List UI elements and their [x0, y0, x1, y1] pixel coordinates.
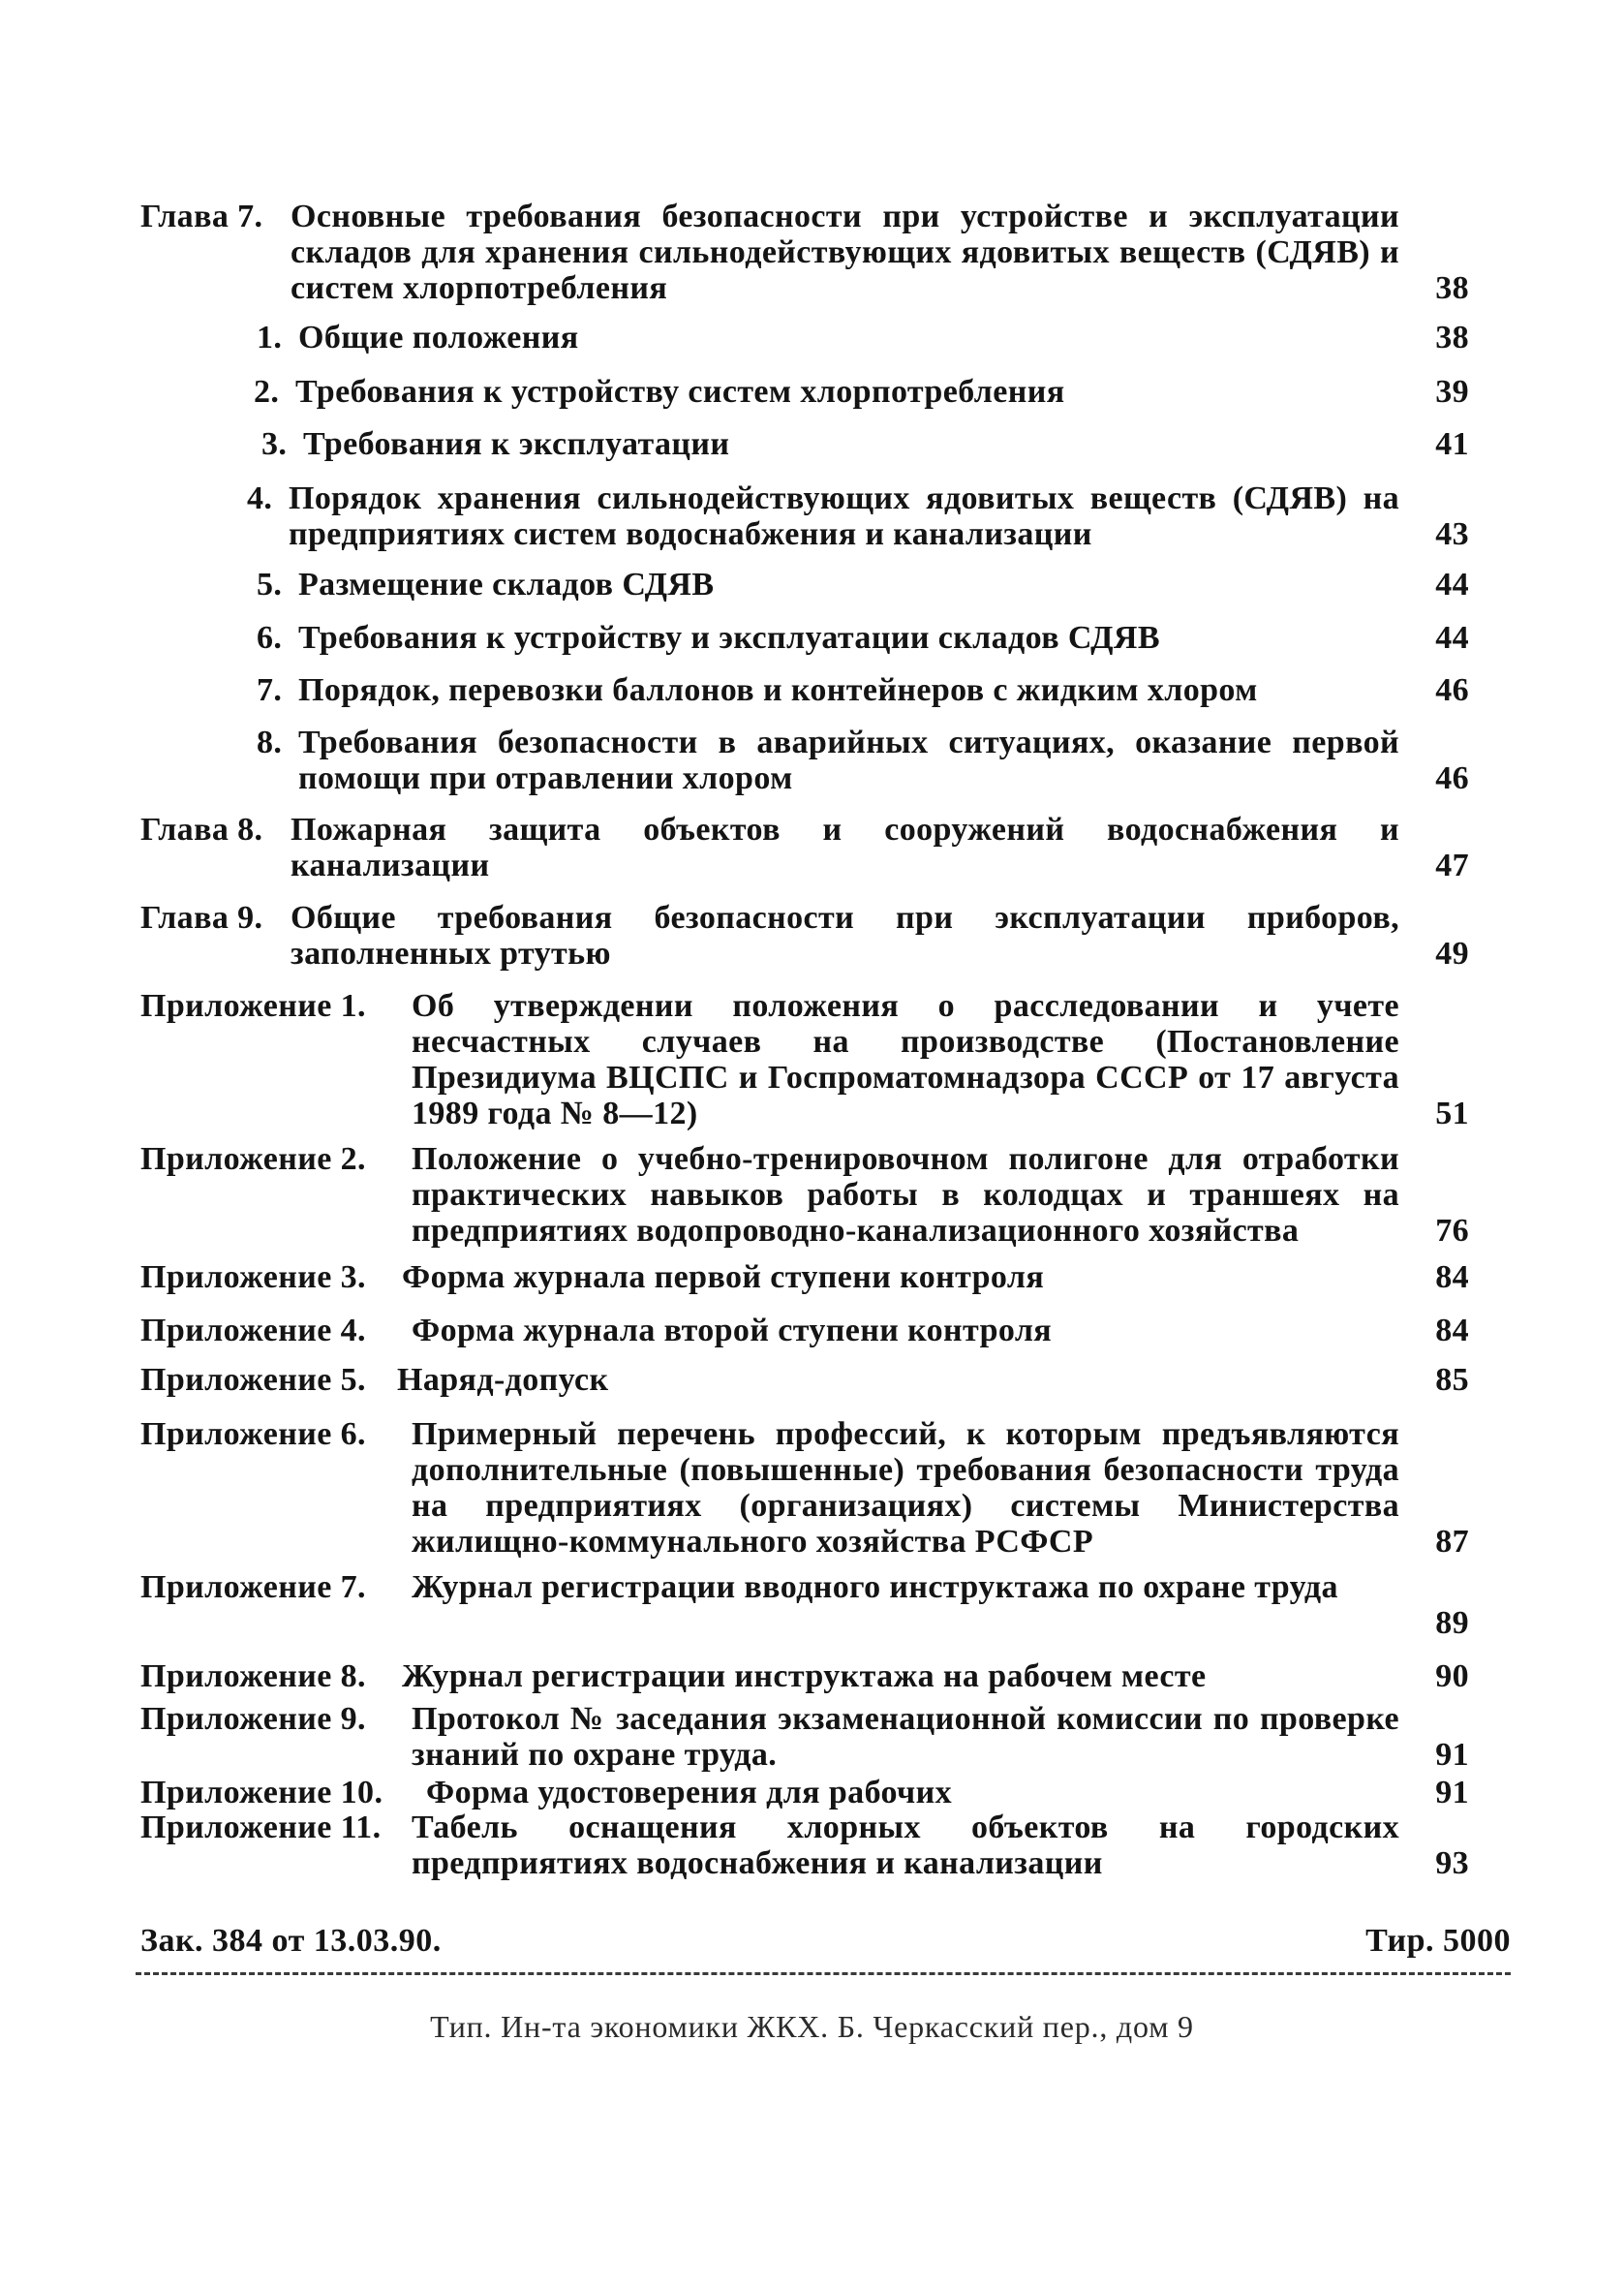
toc-entry-page: 43: [1435, 516, 1469, 552]
toc-entry-text: Журнал регистрации вводного инструктажа по охране труда: [412, 1569, 1338, 1605]
toc-entry-text: Форма журнала второй ступени контроля: [412, 1313, 1053, 1348]
toc-entry-heading: Приложение 8.: [140, 1658, 366, 1694]
toc-entry-heading: Глава 9.: [140, 900, 263, 936]
toc-entry-page: 46: [1435, 672, 1469, 708]
divider-rule: [136, 1972, 1511, 1975]
toc-entry: [0, 1259, 1624, 1295]
toc-entry-page: 39: [1435, 374, 1469, 410]
toc-entry: [0, 1141, 1624, 1249]
toc-entry-heading: Приложение 11.: [140, 1810, 382, 1845]
toc-entry-heading: Приложение 9.: [140, 1701, 366, 1737]
toc-entry-page: 44: [1435, 567, 1469, 603]
toc-entry-heading: 2.: [254, 374, 280, 410]
toc-entry-heading: Приложение 3.: [140, 1259, 366, 1295]
toc-entry-heading: 7.: [257, 672, 283, 708]
toc-entry-page: 89: [1435, 1605, 1469, 1641]
toc-entry: [0, 672, 1624, 708]
toc-entry: [0, 199, 1624, 306]
toc-entry-text: Общие требования безопасности при эксплуатации приборов, заполненных ртутью: [291, 900, 1399, 972]
toc-entry: [0, 988, 1624, 1131]
toc-entry: [0, 1362, 1624, 1398]
toc-entry-text: Наряд-допуск: [397, 1362, 609, 1398]
toc-entry-text: Журнал регистрации инструктажа на рабочем месте: [402, 1658, 1207, 1694]
toc-entry-text: Порядок, перевозки баллонов и контейнеров с жидким хлором: [298, 672, 1258, 708]
toc-entry-text: Протокол № заседания экзаменационной комиссии по проверке знаний по охране труда.: [412, 1701, 1399, 1773]
toc-entry-text: Примерный перечень профессий, к которым предъявляются дополнительные (повышенные) требования безопасности труда на предприятиях (организациях) системы Министерства жилищно-коммунального хозяйства РСФСР: [412, 1416, 1399, 1560]
toc-entry-heading: 1.: [257, 320, 283, 356]
toc-entry-page: 38: [1435, 320, 1469, 356]
toc-entry-heading: Приложение 5.: [140, 1362, 366, 1398]
toc-entry: [0, 426, 1624, 462]
toc-entry: [0, 320, 1624, 356]
toc-entry-heading: 8.: [257, 725, 283, 760]
toc-entry-heading: 5.: [257, 567, 283, 603]
toc-entry: [0, 1775, 1624, 1810]
toc-entry-page: 91: [1435, 1775, 1469, 1810]
toc-entry-heading: Приложение 7.: [140, 1569, 366, 1605]
toc-entry-heading: 4.: [247, 480, 273, 516]
toc-entry-heading: 3.: [261, 426, 288, 462]
toc-entry: [0, 1313, 1624, 1348]
toc-entry-page: 51: [1435, 1096, 1469, 1131]
toc-entry: [0, 725, 1624, 796]
toc-entry-heading: Приложение 4.: [140, 1313, 366, 1348]
toc-entry-text: Основные требования безопасности при устройстве и эксплуатации складов для хранения сильнодействующих ядовитых веществ (СДЯВ) и систем хлорпотребления: [291, 199, 1399, 306]
toc-entry-text: Требования к устройству и эксплуатации складов СДЯВ: [298, 620, 1160, 656]
toc-entry: [0, 1416, 1624, 1560]
toc-entry-page: 91: [1435, 1737, 1469, 1773]
toc-entry-text: Размещение складов СДЯВ: [298, 567, 715, 603]
toc-entry-page: 84: [1435, 1313, 1469, 1348]
toc-entry-page: 76: [1435, 1213, 1469, 1249]
toc-entry-heading: Приложение 10.: [140, 1775, 383, 1810]
printer-imprint: Тип. Ин-та экономики ЖКХ. Б. Черкасский пер., дом 9: [430, 2009, 1194, 2044]
toc-entry-text: Табель оснащения хлорных объектов на городских предприятиях водоснабжения и канализации: [412, 1810, 1399, 1881]
toc-entry-heading: 6.: [257, 620, 283, 656]
toc-entry-heading: Глава 7.: [140, 199, 263, 234]
toc-entry: [0, 1701, 1624, 1773]
toc-entry-page: 49: [1435, 936, 1469, 972]
toc-entry-heading: Приложение 2.: [140, 1141, 366, 1177]
toc-entry-text: Требования к устройству систем хлорпотребления: [295, 374, 1065, 410]
toc-entry-text: Требования к эксплуатации: [303, 426, 730, 462]
toc-entry: [0, 567, 1624, 603]
toc-entry-page: 47: [1435, 848, 1469, 883]
toc-entry-text: Требования безопасности в аварийных ситуациях, оказание первой помощи при отравлении хлором: [298, 725, 1399, 796]
toc-entry: [0, 620, 1624, 656]
toc-entry: [0, 812, 1624, 883]
toc-entry-page: 44: [1435, 620, 1469, 656]
toc-entry: [0, 480, 1624, 552]
toc-entry-page: 93: [1435, 1845, 1469, 1881]
toc-entry-heading: Приложение 6.: [140, 1416, 366, 1452]
toc-entry-heading: Приложение 1.: [140, 988, 366, 1024]
toc-entry-page: 85: [1435, 1362, 1469, 1398]
toc-entry-text: Об утверждении положения о расследовании и учете несчастных случаев на производстве (Постановление Президиума ВЦСПС и Госпроматомнадзора СССР от 17 августа 1989 года № 8—12): [412, 988, 1399, 1131]
toc-entry-page: 87: [1435, 1524, 1469, 1560]
toc-entry-heading: Глава 8.: [140, 812, 263, 848]
print-run: Тир. 5000: [1365, 1923, 1511, 1959]
toc-entry-text: Пожарная защита объектов и сооружений водоснабжения и канализации: [291, 812, 1399, 883]
toc-entry-page: 46: [1435, 760, 1469, 796]
toc-entry: [0, 1810, 1624, 1881]
toc-entry-text: Общие положения: [298, 320, 579, 356]
toc-entry-text: Форма удостоверения для рабочих: [426, 1775, 953, 1810]
toc-entry-page: 90: [1435, 1658, 1469, 1694]
toc-entry: [0, 1658, 1624, 1694]
toc-entry: [0, 374, 1624, 410]
toc-entry-page: 38: [1435, 270, 1469, 306]
toc-entry-page: 84: [1435, 1259, 1469, 1295]
toc-entry: [0, 1569, 1624, 1641]
toc-entry-text: Форма журнала первой ступени контроля: [402, 1259, 1045, 1295]
order-number: Зак. 384 от 13.03.90.: [140, 1923, 442, 1959]
toc-entry-text: Порядок хранения сильнодействующих ядовитых веществ (СДЯВ) на предприятиях систем водоснабжения и канализации: [289, 480, 1399, 552]
toc-entry: [0, 900, 1624, 972]
toc-entry-text: Положение о учебно-тренировочном полигоне для отработки практических навыков работы в колодцах и траншеях на предприятиях водопроводно-канализационного хозяйства: [412, 1141, 1399, 1249]
toc-entry-page: 41: [1435, 426, 1469, 462]
